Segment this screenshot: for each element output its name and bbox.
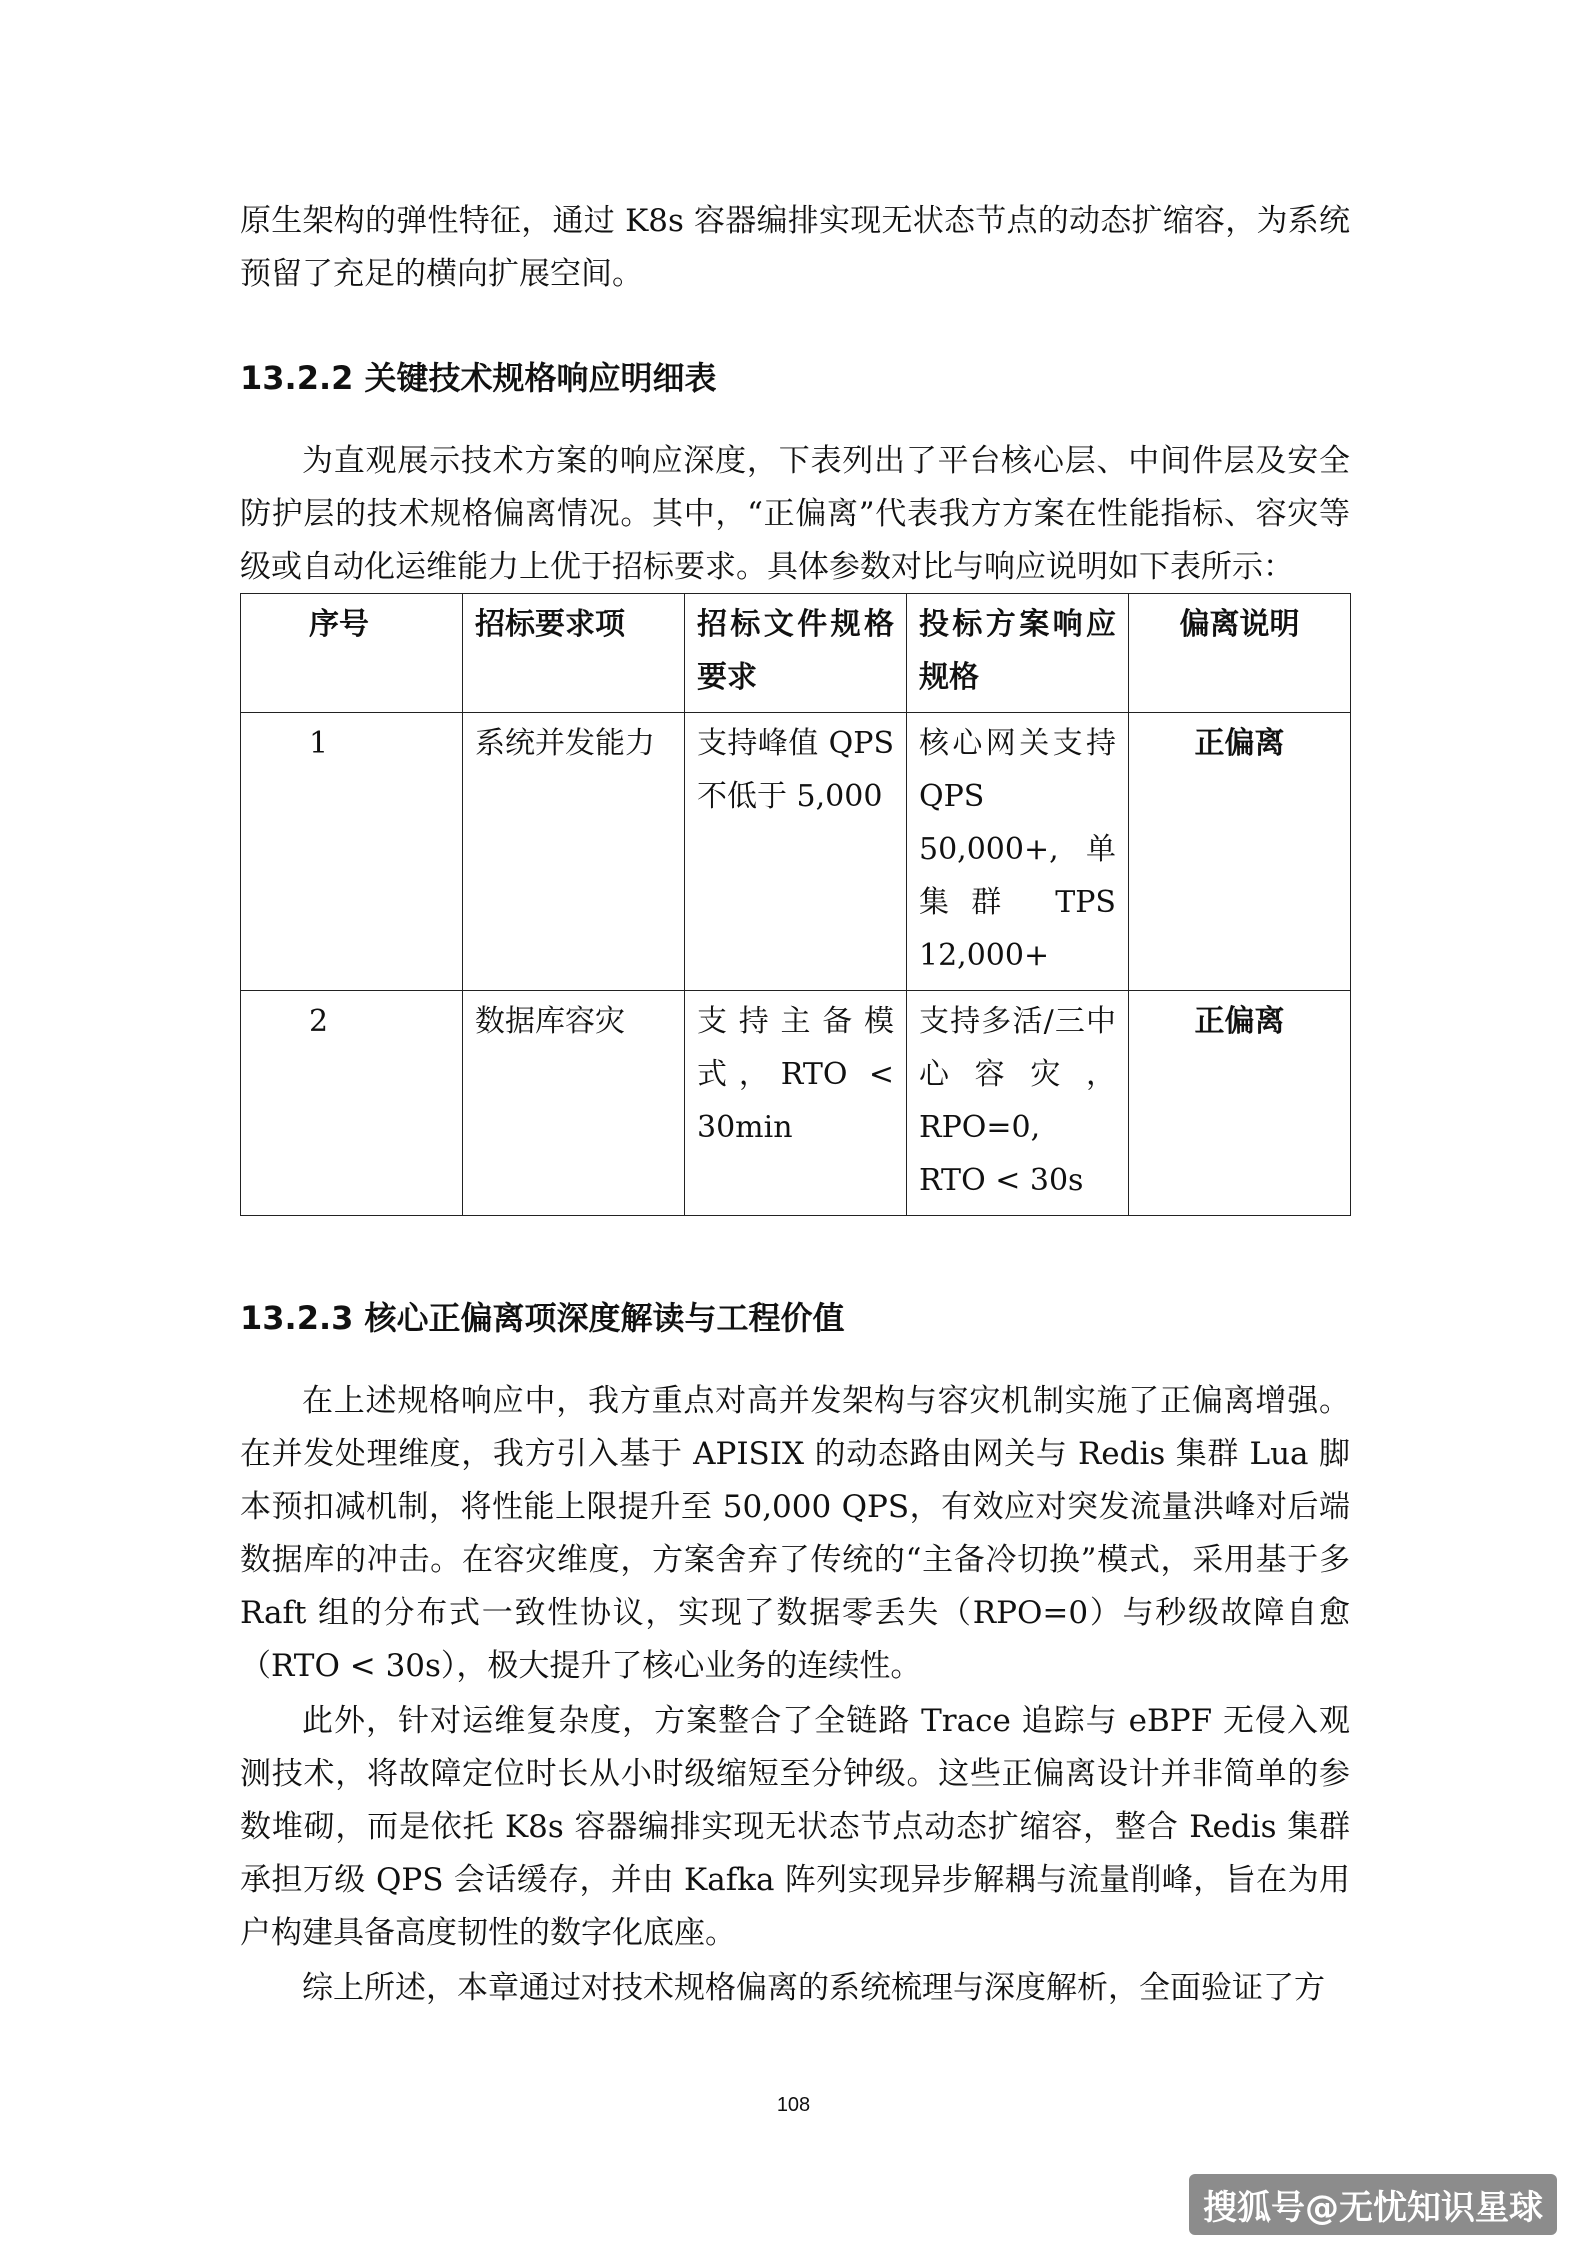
header-cell: 招标要求项 bbox=[463, 594, 685, 713]
row-requirement: 支持主备模式，RTO < 30min bbox=[685, 991, 907, 1216]
table-header-row bbox=[241, 594, 1351, 713]
row-requirement: 支持峰值 QPS 不低于 5,000 bbox=[685, 713, 907, 991]
section-13-2-3-paragraph-1: 在上述规格响应中，我方重点对高并发架构与容灾机制实施了正偏离增强。在并发处理维度，我方引入基于 APISIX 的动态路由网关与 Redis 集群 Lua 脚本预扣减机制，将性能上限提升至 50,000 QPS，有效应对突发流量洪峰对后端数据库的冲击。在容灾维度，方案舍弃了传统的“主备冷切换”模式，采用基于多 Raft 组的分布式一致性协议，实现了数据零丢失（RPO=0）与秒级故障自愈（RTO < 30s），极大提升了核心业务的连续性。 bbox=[240, 1383, 1350, 1684]
section-heading-13-2-3: 13.2.3 核心正偏离项深度解读与工程价值 bbox=[240, 1299, 845, 1337]
row-response: 支持多活/三中心容灾，RPO=0, RTO < 30s bbox=[907, 991, 1129, 1216]
table-row bbox=[241, 713, 1351, 991]
watermark: 搜狐号@无忧知识星球 bbox=[1189, 2174, 1557, 2235]
section-13-2-3-paragraph-3: 综上所述，本章通过对技术规格偏离的系统梳理与深度解析，全面验证了方 bbox=[302, 1970, 1325, 2006]
row-deviation: 正偏离 bbox=[1129, 713, 1351, 991]
row-number: 2 bbox=[241, 991, 463, 1216]
page-number: 108 bbox=[776, 2094, 811, 2116]
spec-response-table bbox=[240, 593, 1351, 1216]
header-cell: 投标方案响应规格 bbox=[907, 594, 1129, 713]
row-response: 核心网关支持 QPS 50,000+,单集群 TPS 12,000+ bbox=[907, 713, 1129, 991]
table-row bbox=[241, 991, 1351, 1216]
header-cell: 序号 bbox=[241, 594, 463, 713]
row-deviation: 正偏离 bbox=[1129, 991, 1351, 1216]
row-number: 1 bbox=[241, 713, 463, 991]
section-13-2-2-paragraph: 为直观展示技术方案的响应深度，下表列出了平台核心层、中间件层及安全防护层的技术规格偏离情况。其中，“正偏离”代表我方方案在性能指标、容灾等级或自动化运维能力上优于招标要求。具体参数对比与响应说明如下表所示： bbox=[240, 443, 1350, 585]
intro-paragraph: 原生架构的弹性特征，通过 K8s 容器编排实现无状态节点的动态扩缩容，为系统预留了充足的横向扩展空间。 bbox=[240, 203, 1350, 292]
header-cell: 招标文件规格要求 bbox=[685, 594, 907, 713]
section-heading-13-2-2: 13.2.2 关键技术规格响应明细表 bbox=[240, 359, 717, 397]
section-13-2-3-paragraph-2: 此外，针对运维复杂度，方案整合了全链路 Trace 追踪与 eBPF 无侵入观测技术，将故障定位时长从小时级缩短至分钟级。这些正偏离设计并非简单的参数堆砌，而是依托 K8s 容器编排实现无状态节点动态扩缩容，整合 Redis 集群承担万级 QPS 会话缓存，并由 Kafka 阵列实现异步解耦与流量削峰，旨在为用户构建具备高度韧性的数字化底座。 bbox=[240, 1703, 1350, 1951]
row-item: 数据库容灾 bbox=[463, 991, 685, 1216]
row-item: 系统并发能力 bbox=[463, 713, 685, 991]
header-cell: 偏离说明 bbox=[1129, 594, 1351, 713]
